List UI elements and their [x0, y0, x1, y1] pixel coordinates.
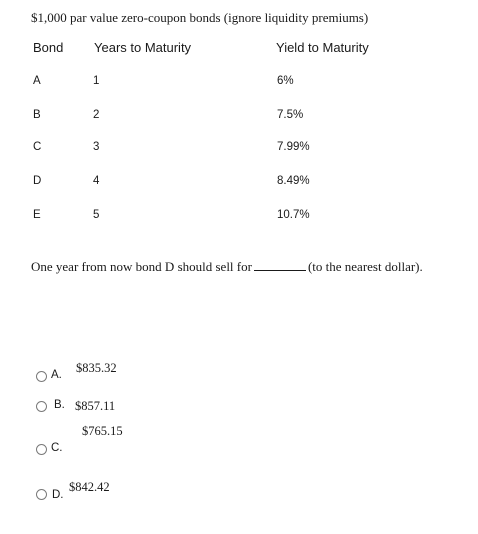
option-letter: B. — [54, 399, 65, 411]
question-text — [31, 259, 423, 275]
option-letter: D. — [52, 489, 64, 501]
table-cell-years: 3 — [93, 141, 100, 153]
radio-button-c[interactable] — [36, 444, 47, 455]
table-cell-bond: B — [33, 109, 41, 121]
table-cell-bond: D — [33, 175, 42, 187]
column-header-yield-to-maturity: Yield to Maturity — [276, 40, 369, 55]
table-cell-years: 1 — [93, 75, 100, 87]
option-value: $835.32 — [76, 361, 117, 375]
table-cell-yield: 10.7% — [277, 209, 310, 221]
table-cell-years: 2 — [93, 109, 100, 121]
table-cell-bond: C — [33, 141, 42, 153]
question-suffix: (to the nearest dollar). — [307, 259, 423, 274]
option-letter: A. — [51, 369, 62, 381]
column-header-bond: Bond — [33, 40, 64, 55]
table-cell-yield: 7.99% — [277, 141, 310, 153]
table-cell-yield: 8.49% — [277, 175, 310, 187]
table-cell-yield: 7.5% — [277, 109, 304, 121]
option-letter: C. — [51, 442, 63, 454]
option-value: $842.42 — [69, 480, 110, 494]
radio-button-d[interactable] — [36, 489, 47, 500]
problem-title: $1,000 par value zero-coupon bonds (ignore liquidity premiums) — [31, 10, 369, 25]
radio-button-a[interactable] — [36, 371, 47, 382]
table-cell-yield: 6% — [277, 75, 294, 87]
option-value: $857.11 — [75, 399, 116, 413]
column-header-years-to-maturity: Years to Maturity — [94, 40, 192, 55]
table-cell-bond: E — [33, 209, 41, 221]
table-cell-years: 5 — [93, 209, 100, 221]
table-cell-years: 4 — [93, 175, 100, 187]
answer-blank — [254, 259, 306, 271]
table-cell-bond: A — [33, 75, 41, 87]
radio-button-b[interactable] — [36, 401, 47, 412]
question-stem: One year from now bond D should sell for — [31, 259, 252, 274]
option-value: $765.15 — [82, 424, 123, 438]
